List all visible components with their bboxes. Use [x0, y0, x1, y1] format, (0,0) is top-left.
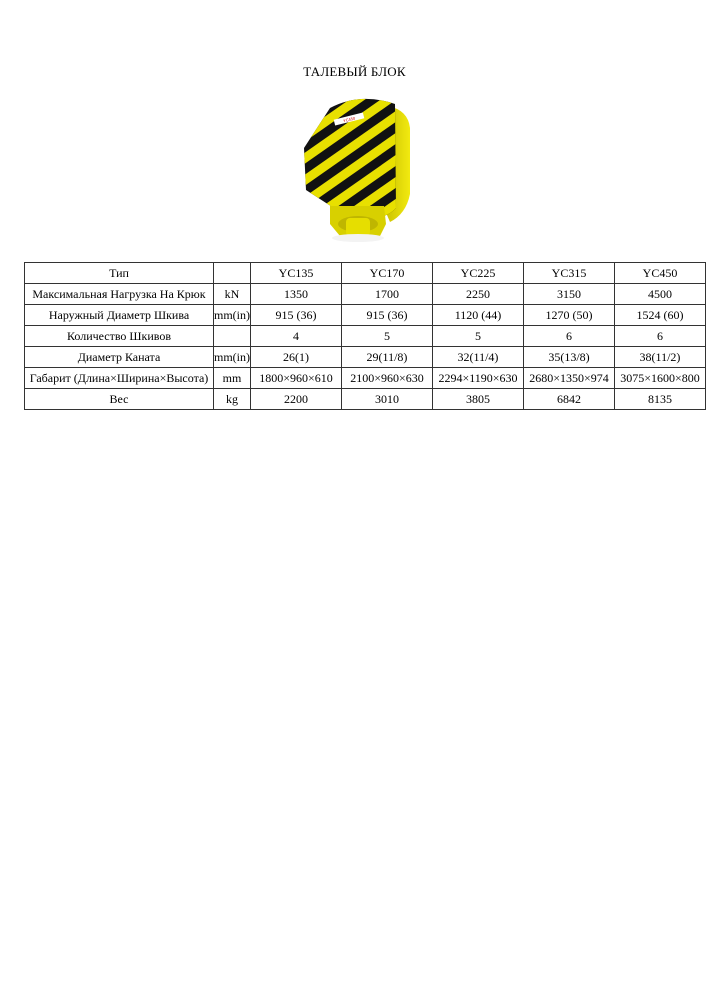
value-cell: 1700	[342, 284, 433, 305]
value-cell: 915 (36)	[342, 305, 433, 326]
value-cell: 3075×1600×800	[615, 368, 706, 389]
value-cell: 915 (36)	[251, 305, 342, 326]
header-model-cell: YC225	[433, 263, 524, 284]
value-cell: 3805	[433, 389, 524, 410]
value-cell: 3010	[342, 389, 433, 410]
header-param-cell: Тип	[25, 263, 214, 284]
value-cell: 1120 (44)	[433, 305, 524, 326]
unit-cell: kg	[214, 389, 251, 410]
value-cell: 1350	[251, 284, 342, 305]
table-header-row	[25, 263, 706, 284]
param-cell: Габарит (Длина×Ширина×Высота)	[25, 368, 214, 389]
value-cell: 29(11/8)	[342, 347, 433, 368]
param-cell: Количество Шкивов	[25, 326, 214, 347]
table-row	[25, 368, 706, 389]
value-cell: 1800×960×610	[251, 368, 342, 389]
value-cell: 2680×1350×974	[524, 368, 615, 389]
param-cell: Вес	[25, 389, 214, 410]
value-cell: 1270 (50)	[524, 305, 615, 326]
table-row	[25, 326, 706, 347]
value-cell: 2294×1190×630	[433, 368, 524, 389]
value-cell: 4500	[615, 284, 706, 305]
travelling-block-image	[300, 88, 420, 242]
value-cell: 5	[342, 326, 433, 347]
shadow	[332, 234, 384, 242]
value-cell: 2200	[251, 389, 342, 410]
value-cell: 6	[615, 326, 706, 347]
table-row	[25, 389, 706, 410]
unit-cell: mm(in)	[214, 347, 251, 368]
value-cell: 3150	[524, 284, 615, 305]
header-unit-cell	[214, 263, 251, 284]
header-model-cell: YC450	[615, 263, 706, 284]
header-model-cell: YC135	[251, 263, 342, 284]
value-cell: 6	[524, 326, 615, 347]
param-cell: Максимальная Нагрузка На Крюк	[25, 284, 214, 305]
value-cell: 26(1)	[251, 347, 342, 368]
unit-cell: kN	[214, 284, 251, 305]
header-model-cell: YC315	[524, 263, 615, 284]
table-row	[25, 305, 706, 326]
value-cell: 2100×960×630	[342, 368, 433, 389]
specifications-table	[24, 262, 706, 410]
value-cell: 6842	[524, 389, 615, 410]
table-row	[25, 284, 706, 305]
header-model-cell: YC170	[342, 263, 433, 284]
nameplate-label: YC450	[342, 115, 356, 124]
value-cell: 4	[251, 326, 342, 347]
unit-cell: mm	[214, 368, 251, 389]
value-cell: 2250	[433, 284, 524, 305]
hook-body	[346, 218, 370, 236]
unit-cell	[214, 326, 251, 347]
value-cell: 35(13/8)	[524, 347, 615, 368]
param-cell: Диаметр Каната	[25, 347, 214, 368]
value-cell: 38(11/2)	[615, 347, 706, 368]
page-title: ТАЛЕВЫЙ БЛОК	[303, 64, 406, 79]
param-cell: Наружный Диаметр Шкива	[25, 305, 214, 326]
value-cell: 1524 (60)	[615, 305, 706, 326]
value-cell: 32(11/4)	[433, 347, 524, 368]
unit-cell: mm(in)	[214, 305, 251, 326]
value-cell: 8135	[615, 389, 706, 410]
table-row	[25, 347, 706, 368]
value-cell: 5	[433, 326, 524, 347]
